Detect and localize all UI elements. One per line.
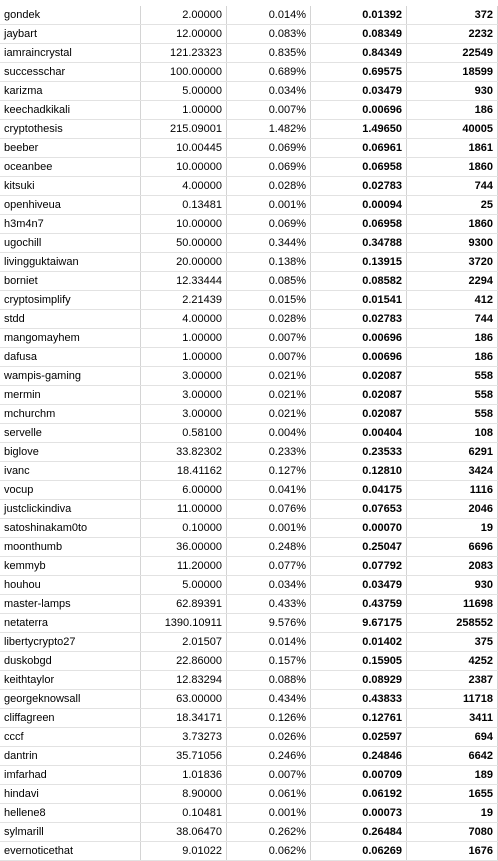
- account-name-cell[interactable]: jaybart: [0, 25, 141, 44]
- account-name-cell[interactable]: cccf: [0, 728, 141, 747]
- votes-cell[interactable]: 412: [407, 291, 498, 310]
- amount-cell[interactable]: 3.00000: [141, 405, 227, 424]
- table-row: [0, 690, 498, 709]
- votes-cell[interactable]: 186: [407, 101, 498, 120]
- share-cell[interactable]: 0.03479: [311, 82, 407, 101]
- share-cell[interactable]: 0.69575: [311, 63, 407, 82]
- amount-cell[interactable]: 4.00000: [141, 310, 227, 329]
- percent-cell[interactable]: 0.004%: [227, 424, 311, 443]
- table-row: [0, 671, 498, 690]
- votes-cell[interactable]: 258552: [407, 614, 498, 633]
- votes-cell[interactable]: 22549: [407, 44, 498, 63]
- share-cell[interactable]: 0.34788: [311, 234, 407, 253]
- table-row: [0, 500, 498, 519]
- account-name-cell[interactable]: mangomayhem: [0, 329, 141, 348]
- share-cell[interactable]: 0.01392: [311, 6, 407, 25]
- share-cell[interactable]: 0.08929: [311, 671, 407, 690]
- percent-cell[interactable]: 0.034%: [227, 82, 311, 101]
- percent-cell[interactable]: 0.007%: [227, 101, 311, 120]
- table-row: [0, 386, 498, 405]
- share-cell[interactable]: 0.06269: [311, 842, 407, 861]
- amount-cell[interactable]: 3.00000: [141, 386, 227, 405]
- table-row: [0, 785, 498, 804]
- percent-cell[interactable]: 0.015%: [227, 291, 311, 310]
- amount-cell[interactable]: 12.00000: [141, 25, 227, 44]
- table-row: [0, 367, 498, 386]
- votes-cell[interactable]: 1860: [407, 158, 498, 177]
- spreadsheet-body: [0, 6, 498, 861]
- votes-cell[interactable]: 3424: [407, 462, 498, 481]
- percent-cell[interactable]: 0.028%: [227, 177, 311, 196]
- percent-cell[interactable]: 0.014%: [227, 633, 311, 652]
- percent-cell[interactable]: 0.138%: [227, 253, 311, 272]
- amount-cell[interactable]: 38.06470: [141, 823, 227, 842]
- amount-cell[interactable]: 1390.10911: [141, 614, 227, 633]
- share-cell[interactable]: 0.00696: [311, 348, 407, 367]
- votes-cell[interactable]: 1116: [407, 481, 498, 500]
- votes-cell[interactable]: 9300: [407, 234, 498, 253]
- votes-cell[interactable]: 3411: [407, 709, 498, 728]
- table-row: [0, 101, 498, 120]
- share-cell[interactable]: 0.02087: [311, 367, 407, 386]
- table-row: [0, 348, 498, 367]
- account-name-cell[interactable]: mchurchm: [0, 405, 141, 424]
- percent-cell[interactable]: 0.127%: [227, 462, 311, 481]
- votes-cell[interactable]: 558: [407, 386, 498, 405]
- share-cell[interactable]: 0.07653: [311, 500, 407, 519]
- percent-cell[interactable]: 1.482%: [227, 120, 311, 139]
- share-cell[interactable]: 0.06958: [311, 215, 407, 234]
- amount-cell[interactable]: 1.01836: [141, 766, 227, 785]
- votes-cell[interactable]: 2232: [407, 25, 498, 44]
- account-name-cell[interactable]: hellene8: [0, 804, 141, 823]
- percent-cell[interactable]: 0.085%: [227, 272, 311, 291]
- amount-cell[interactable]: 33.82302: [141, 443, 227, 462]
- table-row: [0, 63, 498, 82]
- votes-cell[interactable]: 1676: [407, 842, 498, 861]
- amount-cell[interactable]: 0.58100: [141, 424, 227, 443]
- amount-cell[interactable]: 100.00000: [141, 63, 227, 82]
- table-row: [0, 82, 498, 101]
- amount-cell[interactable]: 22.86000: [141, 652, 227, 671]
- table-row: [0, 405, 498, 424]
- votes-cell[interactable]: 186: [407, 329, 498, 348]
- table-row: [0, 557, 498, 576]
- share-cell[interactable]: 0.24846: [311, 747, 407, 766]
- account-name-cell[interactable]: master-lamps: [0, 595, 141, 614]
- votes-cell[interactable]: 2046: [407, 500, 498, 519]
- amount-cell[interactable]: 8.90000: [141, 785, 227, 804]
- amount-cell[interactable]: 35.71056: [141, 747, 227, 766]
- account-name-cell[interactable]: h3m4n7: [0, 215, 141, 234]
- percent-cell[interactable]: 0.246%: [227, 747, 311, 766]
- amount-cell[interactable]: 5.00000: [141, 82, 227, 101]
- table-row: [0, 424, 498, 443]
- share-cell[interactable]: 0.00070: [311, 519, 407, 538]
- votes-cell[interactable]: 930: [407, 82, 498, 101]
- share-cell[interactable]: 0.02783: [311, 177, 407, 196]
- amount-cell[interactable]: 4.00000: [141, 177, 227, 196]
- account-name-cell[interactable]: satoshinakam0to: [0, 519, 141, 538]
- share-cell[interactable]: 0.02597: [311, 728, 407, 747]
- amount-cell[interactable]: 9.01022: [141, 842, 227, 861]
- account-name-cell[interactable]: vocup: [0, 481, 141, 500]
- percent-cell[interactable]: 0.157%: [227, 652, 311, 671]
- account-name-cell[interactable]: successchar: [0, 63, 141, 82]
- percent-cell[interactable]: 0.126%: [227, 709, 311, 728]
- account-name-cell[interactable]: biglove: [0, 443, 141, 462]
- amount-cell[interactable]: 11.20000: [141, 557, 227, 576]
- share-cell[interactable]: 0.07792: [311, 557, 407, 576]
- table-row: [0, 443, 498, 462]
- percent-cell[interactable]: 0.069%: [227, 158, 311, 177]
- percent-cell[interactable]: 0.001%: [227, 804, 311, 823]
- amount-cell[interactable]: 1.00000: [141, 329, 227, 348]
- percent-cell[interactable]: 0.062%: [227, 842, 311, 861]
- votes-cell[interactable]: 6291: [407, 443, 498, 462]
- amount-cell[interactable]: 2.01507: [141, 633, 227, 652]
- amount-cell[interactable]: 10.00445: [141, 139, 227, 158]
- account-name-cell[interactable]: libertycrypto27: [0, 633, 141, 652]
- percent-cell[interactable]: 0.069%: [227, 215, 311, 234]
- account-name-cell[interactable]: dafusa: [0, 348, 141, 367]
- votes-cell[interactable]: 2294: [407, 272, 498, 291]
- table-row: [0, 215, 498, 234]
- account-name-cell[interactable]: oceanbee: [0, 158, 141, 177]
- table-row: [0, 310, 498, 329]
- table-row: [0, 652, 498, 671]
- table-row: [0, 234, 498, 253]
- votes-cell[interactable]: 930: [407, 576, 498, 595]
- percent-cell[interactable]: 0.262%: [227, 823, 311, 842]
- amount-cell[interactable]: 3.00000: [141, 367, 227, 386]
- percent-cell[interactable]: 0.028%: [227, 310, 311, 329]
- share-cell[interactable]: 0.26484: [311, 823, 407, 842]
- account-name-cell[interactable]: beeber: [0, 139, 141, 158]
- percent-cell[interactable]: 0.007%: [227, 329, 311, 348]
- account-name-cell[interactable]: wampis-gaming: [0, 367, 141, 386]
- share-cell[interactable]: 1.49650: [311, 120, 407, 139]
- table-row: [0, 329, 498, 348]
- amount-cell[interactable]: 10.00000: [141, 158, 227, 177]
- votes-cell[interactable]: 1655: [407, 785, 498, 804]
- table-row: [0, 747, 498, 766]
- amount-cell[interactable]: 10.00000: [141, 215, 227, 234]
- share-cell[interactable]: 0.04175: [311, 481, 407, 500]
- share-cell[interactable]: 0.00696: [311, 101, 407, 120]
- table-row: [0, 177, 498, 196]
- account-name-cell[interactable]: borniet: [0, 272, 141, 291]
- votes-cell[interactable]: 40005: [407, 120, 498, 139]
- table-row: [0, 272, 498, 291]
- votes-cell[interactable]: 6696: [407, 538, 498, 557]
- percent-cell[interactable]: 0.021%: [227, 386, 311, 405]
- amount-cell[interactable]: 18.34171: [141, 709, 227, 728]
- amount-cell[interactable]: 11.00000: [141, 500, 227, 519]
- amount-cell[interactable]: 12.83294: [141, 671, 227, 690]
- percent-cell[interactable]: 0.083%: [227, 25, 311, 44]
- share-cell[interactable]: 0.12761: [311, 709, 407, 728]
- share-cell[interactable]: 0.12810: [311, 462, 407, 481]
- percent-cell[interactable]: 0.077%: [227, 557, 311, 576]
- share-cell[interactable]: 0.00073: [311, 804, 407, 823]
- table-row: [0, 614, 498, 633]
- votes-cell[interactable]: 11718: [407, 690, 498, 709]
- account-name-cell[interactable]: ivanc: [0, 462, 141, 481]
- votes-cell[interactable]: 375: [407, 633, 498, 652]
- account-name-cell[interactable]: houhou: [0, 576, 141, 595]
- account-name-cell[interactable]: justclickindiva: [0, 500, 141, 519]
- table-row: [0, 842, 498, 861]
- spreadsheet-table: [0, 6, 498, 861]
- table-row: [0, 804, 498, 823]
- amount-cell[interactable]: 50.00000: [141, 234, 227, 253]
- account-name-cell[interactable]: moonthumb: [0, 538, 141, 557]
- account-name-cell[interactable]: cryptosimplify: [0, 291, 141, 310]
- share-cell[interactable]: 0.06958: [311, 158, 407, 177]
- votes-cell[interactable]: 3720: [407, 253, 498, 272]
- account-name-cell[interactable]: imfarhad: [0, 766, 141, 785]
- share-cell[interactable]: 0.84349: [311, 44, 407, 63]
- account-name-cell[interactable]: mermin: [0, 386, 141, 405]
- votes-cell[interactable]: 744: [407, 310, 498, 329]
- table-row: [0, 823, 498, 842]
- table-row: [0, 633, 498, 652]
- share-cell[interactable]: 0.06192: [311, 785, 407, 804]
- account-name-cell[interactable]: iamraincrystal: [0, 44, 141, 63]
- percent-cell[interactable]: 0.026%: [227, 728, 311, 747]
- account-name-cell[interactable]: netaterra: [0, 614, 141, 633]
- share-cell[interactable]: 0.00094: [311, 196, 407, 215]
- percent-cell[interactable]: 0.248%: [227, 538, 311, 557]
- share-cell[interactable]: 0.08582: [311, 272, 407, 291]
- percent-cell[interactable]: 0.069%: [227, 139, 311, 158]
- account-name-cell[interactable]: dantrin: [0, 747, 141, 766]
- share-cell[interactable]: 9.67175: [311, 614, 407, 633]
- votes-cell[interactable]: 1860: [407, 215, 498, 234]
- account-name-cell[interactable]: openhiveua: [0, 196, 141, 215]
- share-cell[interactable]: 0.03479: [311, 576, 407, 595]
- table-row: [0, 253, 498, 272]
- account-name-cell[interactable]: livingguktaiwan: [0, 253, 141, 272]
- table-row: [0, 158, 498, 177]
- account-name-cell[interactable]: cryptothesis: [0, 120, 141, 139]
- account-name-cell[interactable]: sylmarill: [0, 823, 141, 842]
- percent-cell[interactable]: 0.835%: [227, 44, 311, 63]
- amount-cell[interactable]: 36.00000: [141, 538, 227, 557]
- table-row: [0, 709, 498, 728]
- table-row: [0, 196, 498, 215]
- table-row: [0, 538, 498, 557]
- account-name-cell[interactable]: hindavi: [0, 785, 141, 804]
- amount-cell[interactable]: 18.41162: [141, 462, 227, 481]
- table-row: [0, 519, 498, 538]
- votes-cell[interactable]: 2387: [407, 671, 498, 690]
- amount-cell[interactable]: 63.00000: [141, 690, 227, 709]
- amount-cell[interactable]: 3.73273: [141, 728, 227, 747]
- amount-cell[interactable]: 20.00000: [141, 253, 227, 272]
- table-row: [0, 6, 498, 25]
- amount-cell[interactable]: 121.23323: [141, 44, 227, 63]
- share-cell[interactable]: 0.02087: [311, 405, 407, 424]
- share-cell[interactable]: 0.06961: [311, 139, 407, 158]
- percent-cell[interactable]: 0.034%: [227, 576, 311, 595]
- amount-cell[interactable]: 2.00000: [141, 6, 227, 25]
- amount-cell[interactable]: 2.21439: [141, 291, 227, 310]
- account-name-cell[interactable]: stdd: [0, 310, 141, 329]
- votes-cell[interactable]: 1861: [407, 139, 498, 158]
- amount-cell[interactable]: 215.09001: [141, 120, 227, 139]
- share-cell[interactable]: 0.02783: [311, 310, 407, 329]
- percent-cell[interactable]: 0.344%: [227, 234, 311, 253]
- table-row: [0, 120, 498, 139]
- amount-cell[interactable]: 1.00000: [141, 348, 227, 367]
- table-row: [0, 139, 498, 158]
- share-cell[interactable]: 0.13915: [311, 253, 407, 272]
- amount-cell[interactable]: 6.00000: [141, 481, 227, 500]
- votes-cell[interactable]: 18599: [407, 63, 498, 82]
- votes-cell[interactable]: 19: [407, 804, 498, 823]
- amount-cell[interactable]: 0.13481: [141, 196, 227, 215]
- percent-cell[interactable]: 0.433%: [227, 595, 311, 614]
- table-row: [0, 595, 498, 614]
- account-name-cell[interactable]: gondek: [0, 6, 141, 25]
- share-cell[interactable]: 0.23533: [311, 443, 407, 462]
- amount-cell[interactable]: 12.33444: [141, 272, 227, 291]
- table-row: [0, 462, 498, 481]
- table-row: [0, 44, 498, 63]
- votes-cell[interactable]: 558: [407, 367, 498, 386]
- share-cell[interactable]: 0.43833: [311, 690, 407, 709]
- percent-cell[interactable]: 0.689%: [227, 63, 311, 82]
- percent-cell[interactable]: 0.007%: [227, 766, 311, 785]
- amount-cell[interactable]: 1.00000: [141, 101, 227, 120]
- percent-cell[interactable]: 0.233%: [227, 443, 311, 462]
- table-row: [0, 576, 498, 595]
- table-row: [0, 728, 498, 747]
- share-cell[interactable]: 0.01402: [311, 633, 407, 652]
- share-cell[interactable]: 0.25047: [311, 538, 407, 557]
- account-name-cell[interactable]: cliffagreen: [0, 709, 141, 728]
- account-name-cell[interactable]: georgeknowsall: [0, 690, 141, 709]
- table-row: [0, 291, 498, 310]
- votes-cell[interactable]: 4252: [407, 652, 498, 671]
- account-name-cell[interactable]: kemmyb: [0, 557, 141, 576]
- share-cell[interactable]: 0.00404: [311, 424, 407, 443]
- votes-cell[interactable]: 189: [407, 766, 498, 785]
- votes-cell[interactable]: 108: [407, 424, 498, 443]
- percent-cell[interactable]: 0.001%: [227, 519, 311, 538]
- account-name-cell[interactable]: kitsuki: [0, 177, 141, 196]
- votes-cell[interactable]: 25: [407, 196, 498, 215]
- percent-cell[interactable]: 0.061%: [227, 785, 311, 804]
- account-name-cell[interactable]: servelle: [0, 424, 141, 443]
- votes-cell[interactable]: 6642: [407, 747, 498, 766]
- percent-cell[interactable]: 0.041%: [227, 481, 311, 500]
- account-name-cell[interactable]: evernoticethat: [0, 842, 141, 861]
- share-cell[interactable]: 0.43759: [311, 595, 407, 614]
- account-name-cell[interactable]: ugochill: [0, 234, 141, 253]
- votes-cell[interactable]: 694: [407, 728, 498, 747]
- percent-cell[interactable]: 0.434%: [227, 690, 311, 709]
- share-cell[interactable]: 0.01541: [311, 291, 407, 310]
- percent-cell[interactable]: 0.001%: [227, 196, 311, 215]
- account-name-cell[interactable]: duskobgd: [0, 652, 141, 671]
- share-cell[interactable]: 0.15905: [311, 652, 407, 671]
- account-name-cell[interactable]: karizma: [0, 82, 141, 101]
- table-row: [0, 25, 498, 44]
- share-cell[interactable]: 0.00696: [311, 329, 407, 348]
- amount-cell[interactable]: 5.00000: [141, 576, 227, 595]
- amount-cell[interactable]: 0.10000: [141, 519, 227, 538]
- percent-cell[interactable]: 0.014%: [227, 6, 311, 25]
- percent-cell[interactable]: 0.076%: [227, 500, 311, 519]
- amount-cell[interactable]: 0.10481: [141, 804, 227, 823]
- percent-cell[interactable]: 9.576%: [227, 614, 311, 633]
- votes-cell[interactable]: 7080: [407, 823, 498, 842]
- votes-cell[interactable]: 558: [407, 405, 498, 424]
- amount-cell[interactable]: 62.89391: [141, 595, 227, 614]
- table-row: [0, 481, 498, 500]
- percent-cell[interactable]: 0.021%: [227, 405, 311, 424]
- percent-cell[interactable]: 0.021%: [227, 367, 311, 386]
- account-name-cell[interactable]: keechadkikali: [0, 101, 141, 120]
- table-row: [0, 766, 498, 785]
- votes-cell[interactable]: 744: [407, 177, 498, 196]
- percent-cell[interactable]: 0.088%: [227, 671, 311, 690]
- votes-cell[interactable]: 186: [407, 348, 498, 367]
- share-cell[interactable]: 0.02087: [311, 386, 407, 405]
- share-cell[interactable]: 0.00709: [311, 766, 407, 785]
- account-name-cell[interactable]: keithtaylor: [0, 671, 141, 690]
- votes-cell[interactable]: 2083: [407, 557, 498, 576]
- votes-cell[interactable]: 11698: [407, 595, 498, 614]
- percent-cell[interactable]: 0.007%: [227, 348, 311, 367]
- votes-cell[interactable]: 372: [407, 6, 498, 25]
- votes-cell[interactable]: 19: [407, 519, 498, 538]
- share-cell[interactable]: 0.08349: [311, 25, 407, 44]
